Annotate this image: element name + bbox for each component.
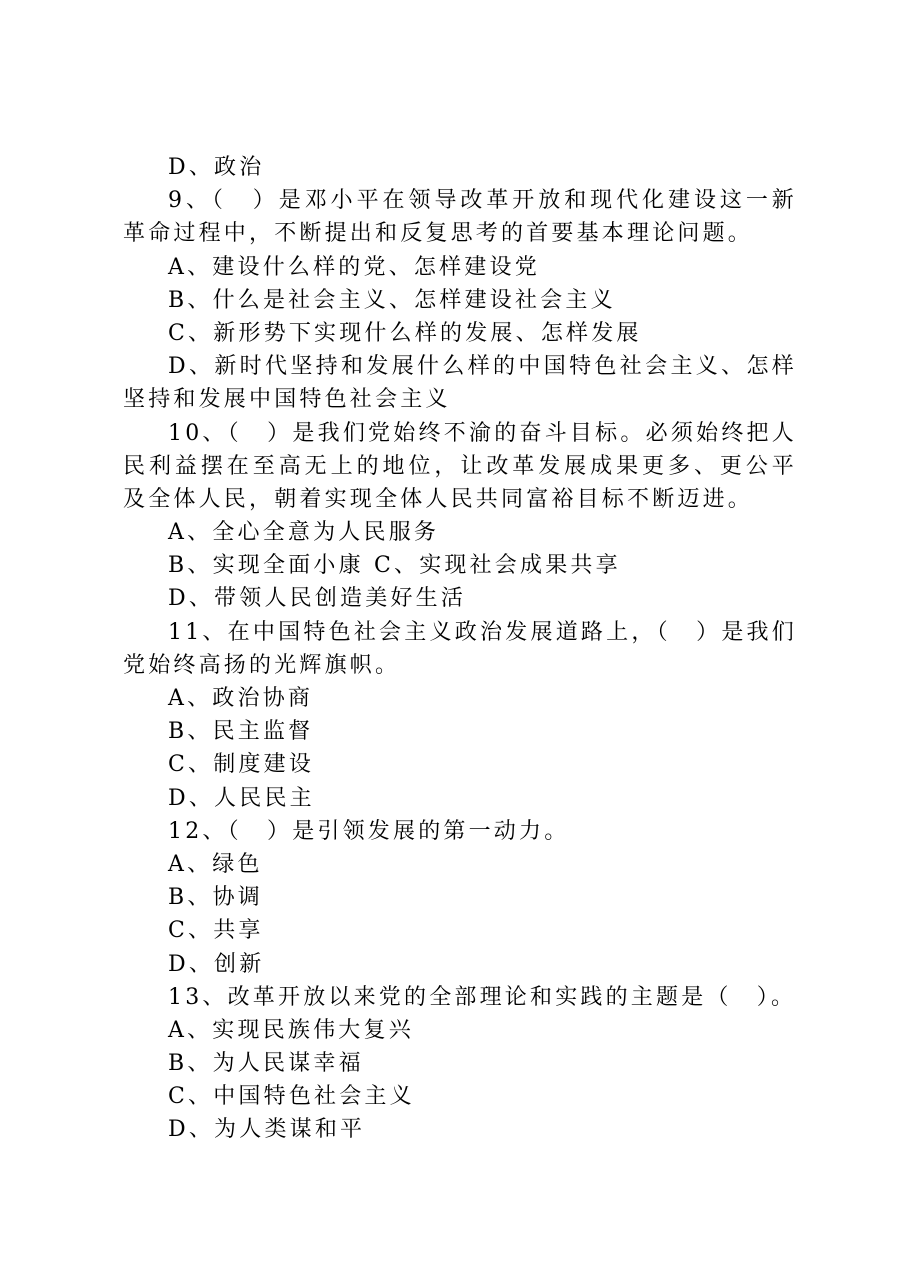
text-line: B、实现全面小康 C、实现社会成果共享 (168, 553, 621, 579)
text-line: D、人民民主 (168, 785, 315, 811)
text-line: B、什么是社会主义、怎样建设社会主义 (168, 287, 616, 313)
text-line: 12、（ ）是引领发展的第一动力。 (168, 818, 570, 844)
text-line: 11、在中国特色社会主义政治发展道路上，（ ）是我们 (168, 619, 797, 645)
document-body (123, 151, 797, 1147)
text-line: 坚持和发展中国特色社会主义 (123, 387, 451, 413)
text-line: 革命过程中，不断提出和反复思考的首要基本理论问题。 (123, 221, 754, 247)
text-line: 民利益摆在至高无上的地位，让改革发展成果更多、更公平 (123, 453, 797, 479)
text-line: D、创新 (168, 951, 265, 977)
text-line: 10、（ ）是我们党始终不渝的奋斗目标。必须始终把人 (168, 420, 797, 446)
text-line: B、为人民谋幸福 (168, 1051, 364, 1077)
text-line: A、绿色 (168, 851, 263, 877)
text-line: C、新形势下实现什么样的发展、怎样发展 (168, 320, 642, 346)
text-line: 13、改革开放以来党的全部理论和实践的主题是（ ）。 (168, 984, 797, 1010)
text-line: 9、（ ）是邓小平在领导改革开放和现代化建设这一新 (168, 188, 797, 214)
text-line: C、共享 (168, 918, 264, 944)
text-line: 及全体人民，朝着实现全体人民共同富裕目标不断迈进。 (123, 486, 754, 512)
text-line: D、新时代坚持和发展什么样的中国特色社会主义、怎样 (168, 354, 797, 380)
text-line: A、政治协商 (168, 686, 314, 711)
text-line: A、建设什么样的党、怎样建设党 (168, 254, 540, 280)
text-line: B、民主监督 (168, 719, 314, 745)
text-line: D、带领人民创造美好生活 (168, 586, 467, 612)
text-line: A、全心全意为人民服务 (168, 520, 440, 546)
text-line: 党始终高扬的光辉旗帜。 (123, 652, 401, 678)
text-line: D、为人类谋和平 (168, 1117, 366, 1143)
text-line: D、政治 (168, 155, 265, 180)
text-line: C、中国特色社会主义 (168, 1084, 415, 1110)
text-line: A、实现民族伟大复兴 (168, 1017, 414, 1043)
text-line: C、制度建设 (168, 752, 315, 778)
text-line: B、协调 (168, 885, 263, 911)
